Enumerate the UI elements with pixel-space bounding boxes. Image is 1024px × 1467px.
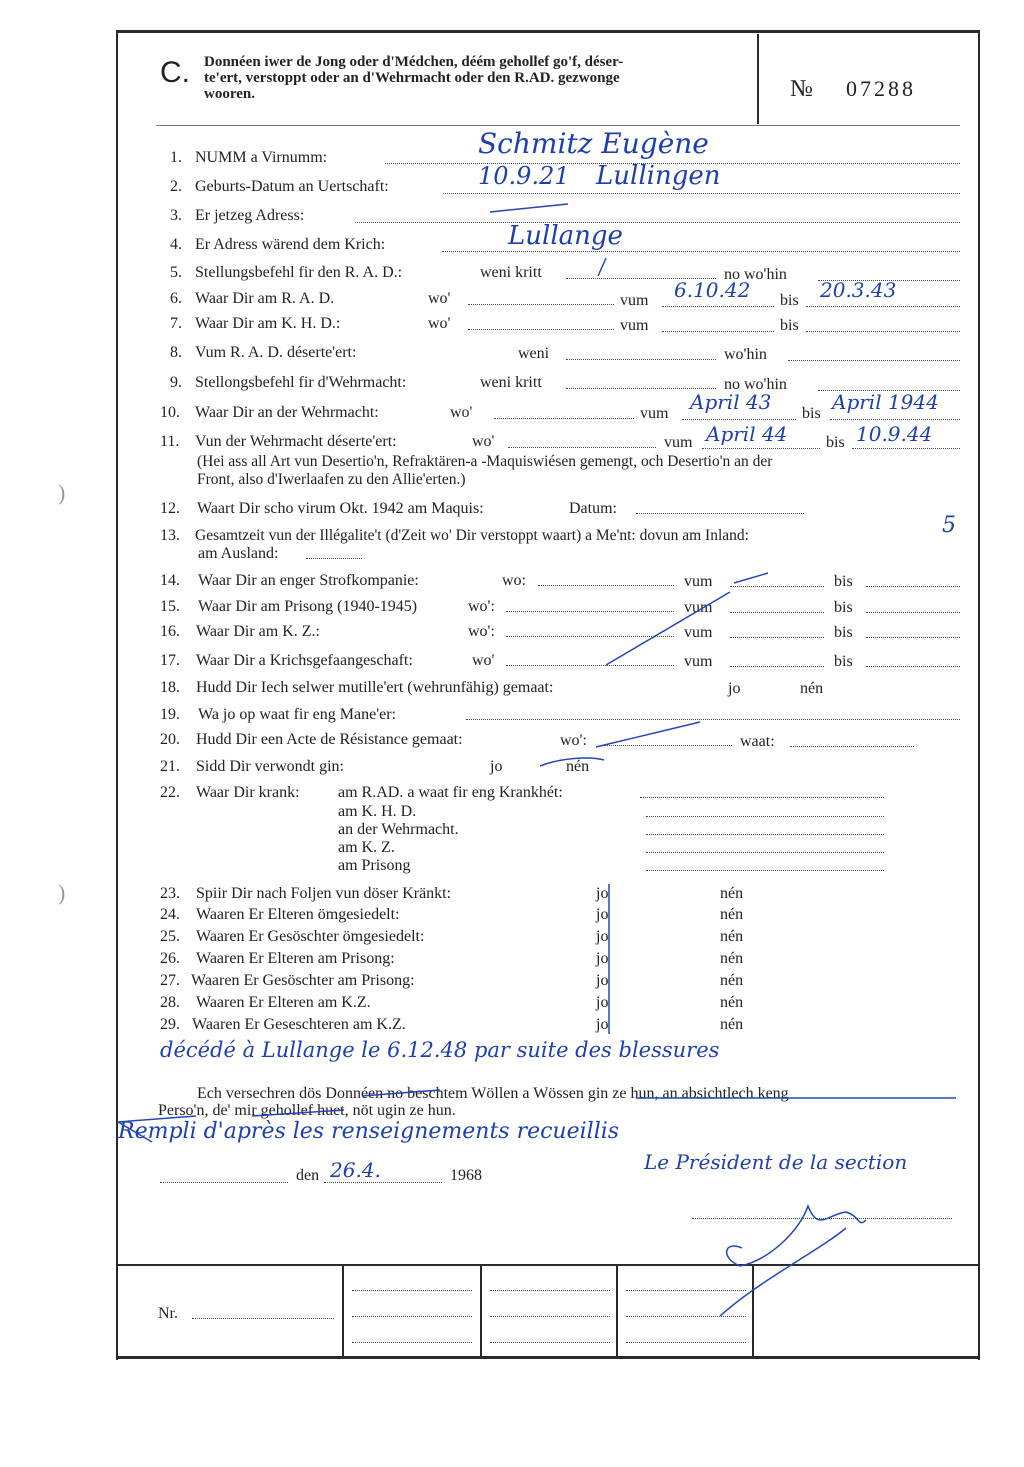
item-20-where-field[interactable] — [604, 745, 732, 746]
item-17-from-field[interactable] — [730, 666, 824, 667]
item-10-label: Waar Dir an der Wehrmacht: — [195, 404, 379, 421]
item-14-to-label: bis — [834, 573, 853, 590]
item-23-yes[interactable]: jo — [596, 885, 609, 902]
item-7-to-label: bis — [780, 317, 799, 334]
item-28-yes[interactable]: jo — [596, 994, 609, 1011]
item-3-number: 3. — [170, 207, 182, 224]
item-20-what-field[interactable] — [790, 746, 914, 747]
item-8-when-field[interactable] — [566, 359, 716, 360]
item-6-where-label: wo' — [428, 290, 451, 307]
item-12-date-field[interactable] — [636, 513, 804, 514]
item-22-rad-field[interactable] — [640, 797, 884, 798]
item-7-to-field[interactable] — [806, 331, 960, 332]
footer-cell-2-row3[interactable] — [490, 1342, 610, 1343]
item-11-to-field[interactable] — [852, 448, 960, 449]
item-17-label: Waar Dir a Krichsgefaangeschaft: — [196, 652, 413, 669]
item-7-from-field[interactable] — [662, 331, 774, 332]
footer-cell-1-row3[interactable] — [352, 1342, 472, 1343]
item-20-what-label: waat: — [740, 733, 775, 750]
item-15-where-label: wo': — [468, 598, 495, 615]
item-25-no[interactable]: nén — [720, 928, 744, 945]
footer-col-3 — [616, 1266, 618, 1356]
item-8-label: Vum R. A. D. déserte'ert: — [195, 344, 357, 361]
item-17-where-field[interactable] — [506, 665, 674, 666]
item-11-number: 11. — [160, 433, 180, 450]
bottom-rule — [116, 1356, 978, 1359]
item-22-sub-wehrmacht: an der Wehrmacht. — [338, 821, 459, 838]
item-5-when-label: weni kritt — [480, 264, 542, 281]
item-27-no[interactable]: nén — [720, 972, 744, 989]
item-10-to-label: bis — [802, 405, 821, 422]
item-13-inland-handwritten: 5 — [942, 513, 956, 538]
item-7-label: Waar Dir am K. H. D.: — [195, 315, 341, 332]
item-16-from-field[interactable] — [730, 637, 824, 638]
item-15-from-label: vum — [684, 599, 713, 616]
item-21-yes[interactable]: jo — [490, 758, 503, 775]
item-17-from-label: vum — [684, 653, 713, 670]
item-25-number: 25. — [160, 928, 180, 945]
margin-mark-bottom: ) — [58, 880, 66, 905]
item-12-date-label: Datum: — [569, 500, 617, 517]
item-21-number: 21. — [160, 758, 180, 775]
item-7-from-label: vum — [620, 317, 649, 334]
item-7-where-field[interactable] — [468, 329, 614, 330]
item-8-where-field[interactable] — [788, 360, 960, 361]
item-12-label: Waart Dir scho virum Okt. 1942 am Maquis: — [197, 500, 484, 517]
item-15-to-field[interactable] — [866, 612, 960, 613]
item-5-label: Stellungsbefehl fir den R. A. D.: — [195, 264, 403, 281]
item-4-label: Er Adress wärend dem Krich: — [195, 236, 386, 253]
item-29-label: Waaren Er Geseschteren am K.Z. — [192, 1016, 406, 1033]
number-symbol: № — [790, 76, 813, 102]
form-number: 07288 — [846, 76, 916, 101]
item-14-where-field[interactable] — [538, 585, 674, 586]
item-16-to-field[interactable] — [866, 637, 960, 638]
declaration-line1: Ech versechren dös Donnéen no beschtem Wöllen a Wössen gin ze hun, an absichtlech keng — [197, 1085, 789, 1102]
item-22-number: 22. — [160, 784, 180, 801]
footer-cell-1-row2[interactable] — [352, 1316, 472, 1317]
item-13-abroad-field[interactable] — [306, 558, 362, 559]
item-20-label: Hudd Dir een Acte de Résistance gemaat: — [196, 731, 463, 748]
handwritten-death-note: décédé à Lullange le 6.12.48 par suite des blessures — [160, 1038, 720, 1062]
header-divider — [757, 34, 759, 124]
footer-col-1 — [342, 1266, 344, 1356]
item-17-where-label: wo' — [472, 652, 495, 669]
item-16-number: 16. — [160, 623, 180, 640]
item-25-label: Waaren Er Gesöschter ömgesiedelt: — [196, 928, 425, 945]
item-6-number: 6. — [170, 290, 182, 307]
item-16-where-field[interactable] — [506, 636, 674, 637]
item-22-sub-kz: am K. Z. — [338, 839, 395, 856]
item-24-number: 24. — [160, 906, 180, 923]
item-19-field[interactable] — [466, 719, 960, 720]
item-1-label: NUMM a Virnumm: — [195, 149, 328, 166]
footer-cell-2-row2[interactable] — [490, 1316, 610, 1317]
item-6-where-field[interactable] — [468, 304, 614, 305]
date-field[interactable] — [324, 1182, 442, 1183]
item-9-number: 9. — [170, 374, 182, 391]
item-3-field[interactable] — [355, 222, 960, 223]
item-19-label: Wa jo op waat fir eng Mane'er: — [198, 706, 396, 723]
item-10-to-field[interactable] — [830, 419, 960, 420]
item-10-from-handwritten: April 43 — [690, 390, 772, 414]
place-field[interactable] — [160, 1182, 288, 1183]
item-6-from-label: vum — [620, 292, 649, 309]
item-11-from-field[interactable] — [702, 448, 820, 449]
item-18-number: 18. — [160, 679, 180, 696]
item-24-yes[interactable]: jo — [596, 906, 609, 923]
item-4-number: 4. — [170, 236, 182, 253]
item-6-to-label: bis — [780, 292, 799, 309]
item-20-number: 20. — [160, 731, 180, 748]
item-22-sub-prisong: am Prisong — [338, 857, 411, 874]
item-2-number: 2. — [170, 178, 182, 195]
item-16-from-label: vum — [684, 624, 713, 641]
item-22-kz-field[interactable] — [646, 852, 884, 853]
item-9-where-label: no wo'hin — [724, 376, 787, 393]
item-23-no[interactable]: nén — [720, 885, 744, 902]
item-2-date-handwritten: 10.9.21 — [478, 162, 570, 190]
item-25-yes[interactable]: jo — [596, 928, 609, 945]
item-22-sub-khd: am K. H. D. — [338, 803, 417, 820]
item-29-no[interactable]: nén — [720, 1016, 744, 1033]
item-14-to-field[interactable] — [866, 586, 960, 587]
item-14-from-label: vum — [684, 573, 713, 590]
footer-cell-3-row2[interactable] — [626, 1316, 746, 1317]
item-11-note-line1: (Hei ass all Art vun Desertio'n, Refraktären-a -Maquiswiésen gemengt, och Desertio'n an der — [197, 453, 773, 470]
margin-mark-top: ) — [58, 480, 66, 505]
item-12-number: 12. — [160, 500, 180, 517]
footer-col-2 — [480, 1266, 482, 1356]
item-10-number: 10. — [160, 404, 180, 421]
item-8-number: 8. — [170, 344, 182, 361]
item-6-from-handwritten: 6.10.42 — [674, 278, 751, 302]
item-23-number: 23. — [160, 885, 180, 902]
item-13-abroad-label: am Ausland: — [198, 545, 279, 562]
item-6-to-field[interactable] — [806, 306, 960, 307]
item-15-label: Waar Dir am Prisong (1940-1945) — [198, 598, 418, 615]
header-underline — [156, 125, 960, 126]
item-10-where-label: wo' — [450, 404, 473, 421]
item-1-number: 1. — [170, 149, 182, 166]
item-15-to-label: bis — [834, 599, 853, 616]
form-heading: Donnéen iwer de Jong oder d'Médchen, déém gehollef go'f, déser- te'ert, verstoppt oder an d'Wehrmacht oder den R.AD. gezwonge wooren. — [204, 54, 624, 102]
item-9-when-label: weni kritt — [480, 374, 542, 391]
item-11-where-field[interactable] — [508, 447, 656, 448]
item-24-label: Waaren Er Elteren ömgesiedelt: — [196, 906, 400, 923]
item-26-label: Waaren Er Elteren am Prisong: — [196, 950, 395, 967]
item-5-where-label: no wo'hin — [724, 266, 787, 283]
item-10-where-field[interactable] — [494, 418, 634, 419]
item-2-label: Geburts-Datum an Uertschaft: — [195, 178, 389, 195]
item-21-label: Sidd Dir verwondt gin: — [196, 758, 344, 775]
item-26-yes[interactable]: jo — [596, 950, 609, 967]
item-8-where-label: wo'hin — [724, 346, 767, 363]
item-17-to-field[interactable] — [866, 666, 960, 667]
footer-cell-2-row1[interactable] — [490, 1290, 610, 1291]
item-17-to-label: bis — [834, 653, 853, 670]
item-3-label: Er jetzeg Adress: — [195, 207, 305, 224]
item-9-label: Stellongsbefehl fir d'Wehrmacht: — [195, 374, 407, 391]
item-13-label: Gesamtzeit vun der Illégalite't (d'Zeit wo' Dir verstoppt waart) a Me'nt: dovun am Inland: — [195, 527, 749, 544]
item-18-label: Hudd Dir Iech selwer mutille'ert (wehrunfähig) gemaat: — [196, 679, 554, 696]
item-23-label: Spiir Dir nach Foljen vun döser Kränkt: — [196, 885, 452, 902]
item-16-where-label: wo': — [468, 623, 495, 640]
president-handwritten: Le Président de la section — [644, 1150, 908, 1174]
item-28-label: Waaren Er Elteren am K.Z. — [196, 994, 371, 1011]
item-6-label: Waar Dir am R. A. D. — [195, 290, 335, 307]
date-year: 1968 — [450, 1167, 482, 1184]
footer-col-4 — [752, 1266, 754, 1356]
footer-nr-label: Nr. — [158, 1305, 178, 1322]
date-handwritten: 26.4. — [330, 1158, 381, 1182]
item-11-note-line2: Front, also d'Iwerlaafen zu den Allie'erten.) — [197, 471, 466, 488]
item-18-yes[interactable]: jo — [728, 680, 741, 697]
item-2-place-handwritten: Lullingen — [596, 161, 721, 191]
item-19-number: 19. — [160, 706, 180, 723]
item-27-label: Waaren Er Gesöschter am Prisong: — [191, 972, 415, 989]
footer-nr-field[interactable] — [192, 1318, 334, 1319]
item-27-number: 27. — [160, 972, 180, 989]
item-27-yes[interactable]: jo — [596, 972, 609, 989]
item-24-no[interactable]: nén — [720, 906, 744, 923]
item-26-no[interactable]: nén — [720, 950, 744, 967]
footer-cell-1-row1[interactable] — [352, 1290, 472, 1291]
item-22-prisong-field[interactable] — [646, 870, 884, 871]
item-18-no[interactable]: nén — [800, 680, 824, 697]
item-22-khd-field[interactable] — [646, 816, 884, 817]
item-8-when-label: weni — [518, 345, 550, 362]
footer-cell-3-row1[interactable] — [626, 1290, 746, 1291]
footer-top-rule — [116, 1264, 978, 1266]
item-13-number: 13. — [160, 527, 180, 544]
item-10-to-handwritten: April 1944 — [832, 390, 939, 414]
item-28-number: 28. — [160, 994, 180, 1011]
item-11-from-handwritten: April 44 — [706, 422, 788, 446]
item-22-sub-rad: am R.AD. a waat fir eng Krankhét: — [338, 784, 563, 801]
footer-cell-3-row3[interactable] — [626, 1342, 746, 1343]
item-21-no[interactable]: nén — [566, 758, 590, 775]
item-9-when-field[interactable] — [566, 388, 716, 389]
item-15-where-field[interactable] — [506, 611, 674, 612]
item-16-label: Waar Dir am K. Z.: — [196, 623, 320, 640]
item-11-where-label: wo' — [472, 433, 495, 450]
section-letter: C. — [160, 56, 190, 89]
item-14-number: 14. — [160, 572, 180, 589]
item-16-to-label: bis — [834, 624, 853, 641]
item-17-number: 17. — [160, 652, 180, 669]
item-6-to-handwritten: 20.3.43 — [820, 278, 897, 302]
item-4-address-handwritten: Lullange — [508, 221, 623, 251]
item-28-no[interactable]: nén — [720, 994, 744, 1011]
item-22-label: Waar Dir krank: — [196, 784, 300, 801]
handwritten-remark: Rempli d'après les renseignements recueillis — [118, 1119, 620, 1144]
item-14-where-label: wo: — [502, 572, 526, 589]
item-11-label: Vun der Wehrmacht déserte'ert: — [195, 433, 397, 450]
item-1-name-handwritten: Schmitz Eugène — [478, 127, 709, 160]
signature-field[interactable] — [692, 1218, 952, 1219]
item-11-from-label: vum — [664, 434, 693, 451]
item-7-number: 7. — [170, 315, 182, 332]
item-29-yes[interactable]: jo — [596, 1016, 609, 1033]
item-14-from-field[interactable] — [730, 586, 824, 587]
item-11-to-label: bis — [826, 434, 845, 451]
item-15-from-field[interactable] — [730, 612, 824, 613]
declaration-line2: Perso'n, de' mir gehollef huet, nöt ugin ze hun. — [158, 1102, 456, 1119]
item-2-field[interactable] — [443, 193, 960, 194]
item-26-number: 26. — [160, 950, 180, 967]
item-10-from-field[interactable] — [682, 419, 796, 420]
item-10-from-label: vum — [640, 405, 669, 422]
item-22-wehrmacht-field[interactable] — [646, 834, 884, 835]
item-7-where-label: wo' — [428, 315, 451, 332]
item-20-where-label: wo': — [560, 732, 587, 749]
item-29-number: 29. — [160, 1016, 180, 1033]
top-rule — [116, 30, 978, 33]
item-14-label: Waar Dir an enger Strofkompanie: — [198, 572, 419, 589]
date-den-label: den — [296, 1167, 320, 1184]
item-5-number: 5. — [170, 264, 182, 281]
item-11-to-handwritten: 10.9.44 — [856, 422, 933, 446]
item-6-from-field[interactable] — [662, 306, 774, 307]
item-4-field[interactable] — [442, 251, 960, 252]
item-15-number: 15. — [160, 598, 180, 615]
